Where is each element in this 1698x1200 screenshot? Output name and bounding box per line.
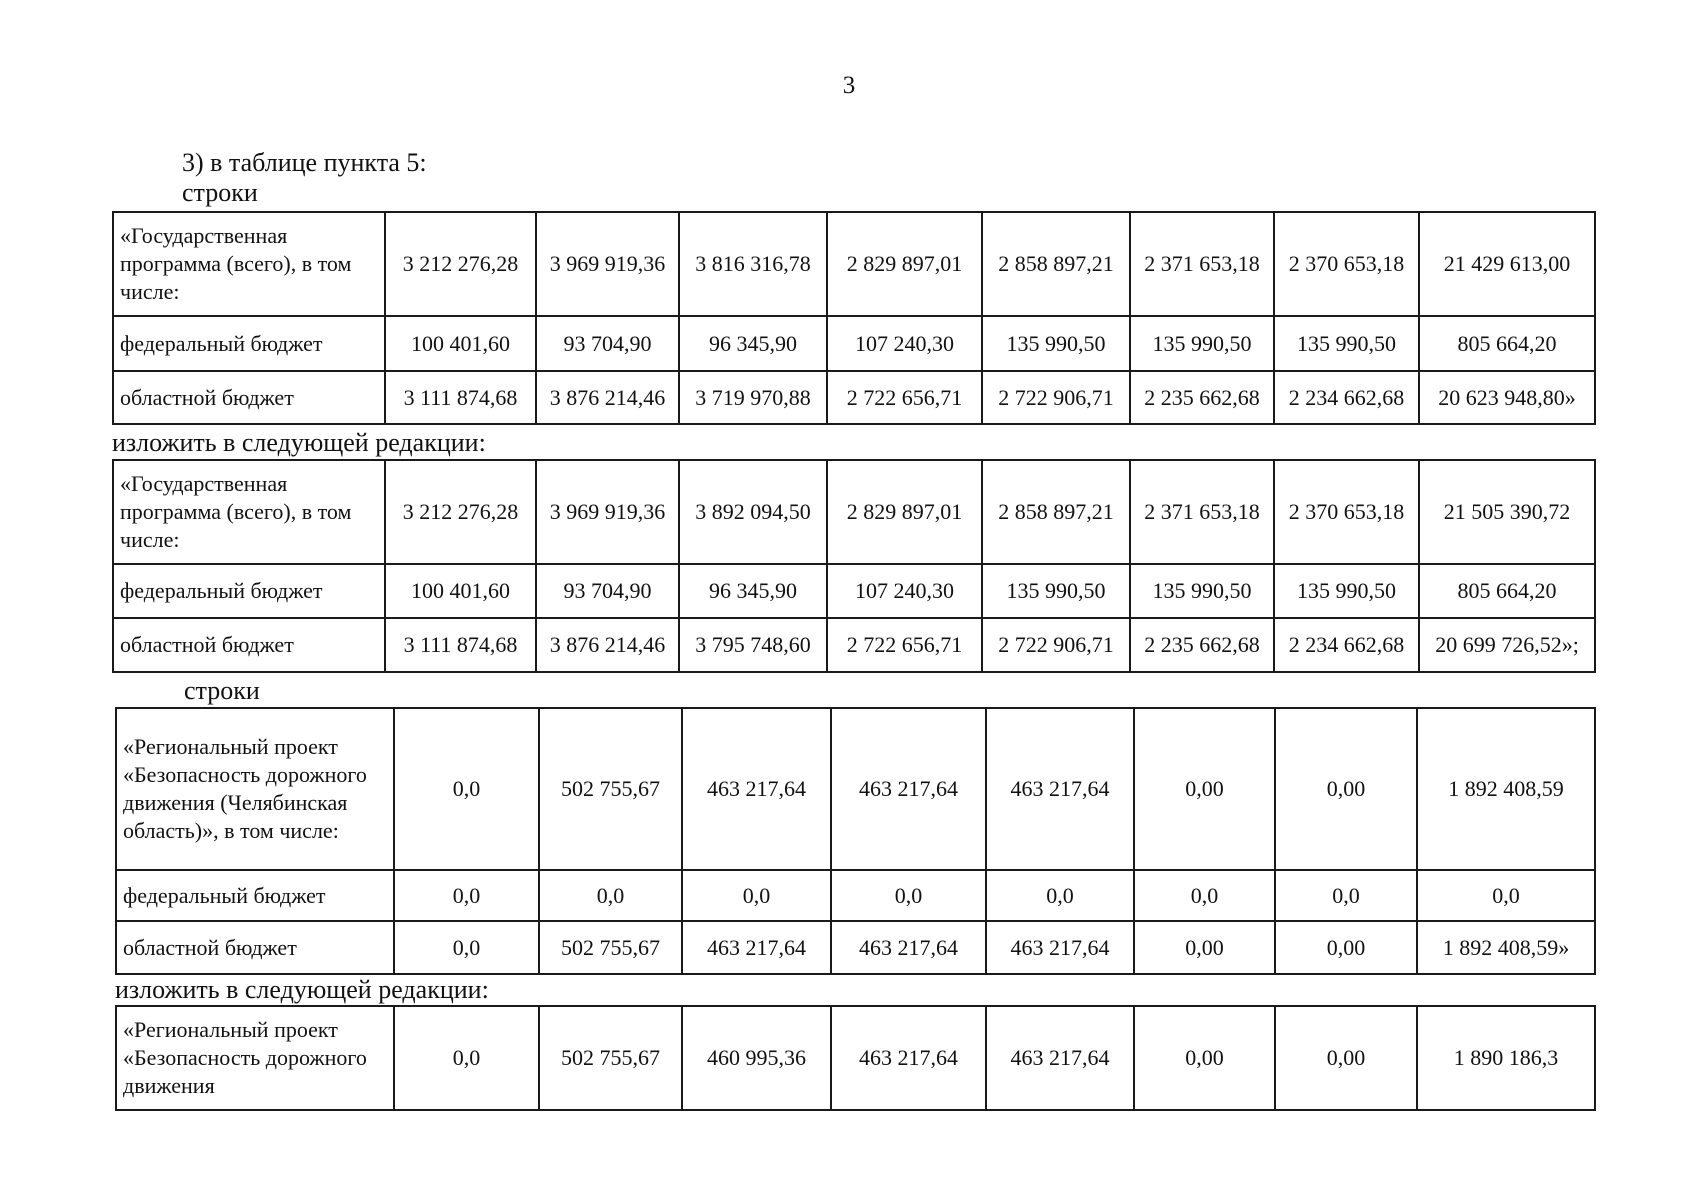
value-cell: 0,0 — [394, 1006, 539, 1110]
value-cell: 502 755,67 — [539, 1006, 682, 1110]
value-cell: 2 234 662,68 — [1274, 618, 1419, 672]
table-row — [113, 460, 1595, 564]
table-row — [116, 870, 1595, 921]
value-cell: 0,0 — [1275, 870, 1417, 921]
value-cell: 3 816 316,78 — [679, 212, 827, 316]
value-cell: 2 722 656,71 — [827, 371, 982, 424]
value-cell: 3 876 214,46 — [536, 371, 679, 424]
value-cell: 0,00 — [1275, 921, 1417, 974]
value-cell: 3 969 919,36 — [536, 212, 679, 316]
value-cell: 463 217,64 — [986, 1006, 1134, 1110]
value-cell: 463 217,64 — [831, 921, 986, 974]
value-cell: 3 795 748,60 — [679, 618, 827, 672]
regional-project-table-new — [115, 1005, 1596, 1111]
total-cell: 1 892 408,59» — [1417, 921, 1595, 974]
page-number: 3 — [842, 72, 856, 99]
value-cell: 2 370 653,18 — [1274, 212, 1419, 316]
value-cell: 2 722 906,71 — [982, 618, 1130, 672]
value-cell: 2 235 662,68 — [1130, 618, 1274, 672]
value-cell: 100 401,60 — [385, 564, 536, 618]
value-cell: 107 240,30 — [827, 564, 982, 618]
total-cell: 21 429 613,00 — [1419, 212, 1595, 316]
value-cell: 463 217,64 — [831, 1006, 986, 1110]
value-cell: 463 217,64 — [986, 708, 1134, 870]
value-cell: 2 829 897,01 — [827, 212, 982, 316]
value-cell: 3 212 276,28 — [385, 460, 536, 564]
value-cell: 0,0 — [539, 870, 682, 921]
value-cell: 3 111 874,68 — [385, 618, 536, 672]
table-row — [116, 708, 1595, 870]
value-cell: 100 401,60 — [385, 316, 536, 371]
replace-instruction-2: изложить в следующей редакции: — [115, 975, 489, 1004]
value-cell: 3 969 919,36 — [536, 460, 679, 564]
table-row — [116, 1006, 1595, 1110]
value-cell: 93 704,90 — [536, 316, 679, 371]
value-cell: 0,00 — [1134, 708, 1275, 870]
row-name-cell: «Региональный проект «Безопасность дорожного движения — [116, 1006, 394, 1110]
row-name-cell: федеральный бюджет — [113, 316, 385, 371]
value-cell: 2 858 897,21 — [982, 212, 1130, 316]
row-name-cell: «Государственная программа (всего), в том числе: — [113, 460, 385, 564]
regional-project-table-current — [115, 707, 1596, 975]
table-row — [116, 921, 1595, 974]
total-cell: 21 505 390,72 — [1419, 460, 1595, 564]
value-cell: 460 995,36 — [682, 1006, 831, 1110]
value-cell: 0,0 — [394, 870, 539, 921]
value-cell: 0,0 — [831, 870, 986, 921]
table-row — [113, 371, 1595, 424]
value-cell: 2 722 906,71 — [982, 371, 1130, 424]
value-cell: 135 990,50 — [1130, 316, 1274, 371]
value-cell: 463 217,64 — [831, 708, 986, 870]
total-cell: 1 890 186,3 — [1417, 1006, 1595, 1110]
row-name-cell: областной бюджет — [113, 618, 385, 672]
row-name-cell: «Государственная программа (всего), в том числе: — [113, 212, 385, 316]
value-cell: 107 240,30 — [827, 316, 982, 371]
value-cell: 3 719 970,88 — [679, 371, 827, 424]
state-program-table-current — [112, 211, 1596, 425]
value-cell: 0,00 — [1134, 921, 1275, 974]
value-cell: 463 217,64 — [986, 921, 1134, 974]
table-row — [113, 618, 1595, 672]
value-cell: 2 722 656,71 — [827, 618, 982, 672]
value-cell: 3 892 094,50 — [679, 460, 827, 564]
value-cell: 0,00 — [1275, 1006, 1417, 1110]
value-cell: 0,00 — [1275, 708, 1417, 870]
value-cell: 3 111 874,68 — [385, 371, 536, 424]
value-cell: 0,0 — [986, 870, 1134, 921]
intro-line-2: строки — [182, 178, 258, 207]
table-row — [113, 564, 1595, 618]
row-name-cell: федеральный бюджет — [116, 870, 394, 921]
value-cell: 2 371 653,18 — [1130, 460, 1274, 564]
value-cell: 135 990,50 — [982, 564, 1130, 618]
value-cell: 0,00 — [1134, 1006, 1275, 1110]
total-cell: 20 623 948,80» — [1419, 371, 1595, 424]
value-cell: 93 704,90 — [536, 564, 679, 618]
value-cell: 502 755,67 — [539, 921, 682, 974]
value-cell: 2 234 662,68 — [1274, 371, 1419, 424]
total-cell: 0,0 — [1417, 870, 1595, 921]
row-name-cell: областной бюджет — [116, 921, 394, 974]
table-row — [113, 316, 1595, 371]
value-cell: 0,0 — [394, 708, 539, 870]
row-name-cell: «Региональный проект «Безопасность дорожного движения (Челябинская область)», в том числе: — [116, 708, 394, 870]
total-cell: 1 892 408,59 — [1417, 708, 1595, 870]
value-cell: 2 235 662,68 — [1130, 371, 1274, 424]
value-cell: 96 345,90 — [679, 316, 827, 371]
total-cell: 805 664,20 — [1419, 316, 1595, 371]
value-cell: 463 217,64 — [682, 708, 831, 870]
intro-line-1: 3) в таблице пункта 5: — [182, 148, 427, 177]
value-cell: 3 212 276,28 — [385, 212, 536, 316]
total-cell: 805 664,20 — [1419, 564, 1595, 618]
replace-instruction-1: изложить в следующей редакции: — [112, 428, 486, 457]
value-cell: 2 371 653,18 — [1130, 212, 1274, 316]
value-cell: 502 755,67 — [539, 708, 682, 870]
total-cell: 20 699 726,52»; — [1419, 618, 1595, 672]
value-cell: 135 990,50 — [1274, 316, 1419, 371]
table-row — [113, 212, 1595, 316]
value-cell: 0,0 — [394, 921, 539, 974]
value-cell: 135 990,50 — [1274, 564, 1419, 618]
value-cell: 135 990,50 — [1130, 564, 1274, 618]
value-cell: 2 858 897,21 — [982, 460, 1130, 564]
value-cell: 135 990,50 — [982, 316, 1130, 371]
value-cell: 0,0 — [1134, 870, 1275, 921]
value-cell: 0,0 — [682, 870, 831, 921]
row-name-cell: федеральный бюджет — [113, 564, 385, 618]
value-cell: 2 370 653,18 — [1274, 460, 1419, 564]
row-name-cell: областной бюджет — [113, 371, 385, 424]
state-program-table-new — [112, 459, 1596, 673]
rows-label-2: строки — [184, 676, 260, 705]
value-cell: 3 876 214,46 — [536, 618, 679, 672]
value-cell: 96 345,90 — [679, 564, 827, 618]
value-cell: 2 829 897,01 — [827, 460, 982, 564]
value-cell: 463 217,64 — [682, 921, 831, 974]
